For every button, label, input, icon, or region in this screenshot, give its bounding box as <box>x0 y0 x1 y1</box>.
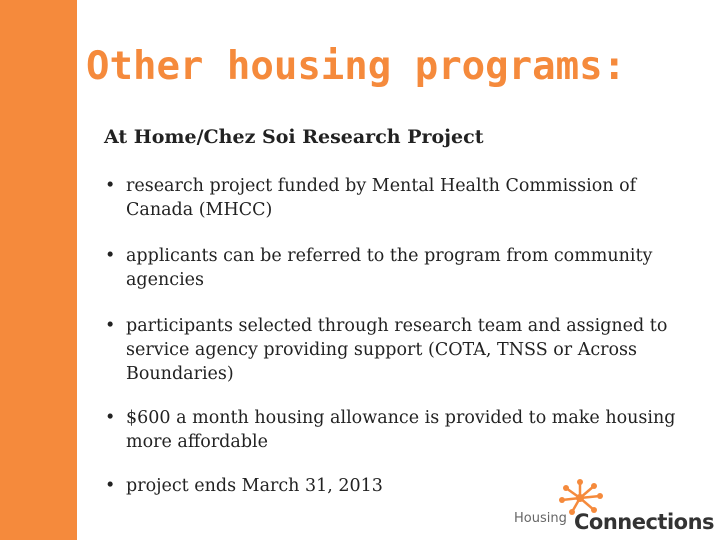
bullet-item: • $600 a month housing allowance is provided to make housing more affordable <box>104 406 694 454</box>
bullet-list <box>104 174 694 498</box>
left-accent-bar <box>0 0 77 540</box>
slide-subtitle: At Home/Chez Soi Research Project <box>104 126 484 148</box>
bullet-item: • participants selected through research team and assigned to service agency providing support (COTA, TNSS or Across Boundaries) <box>104 314 694 386</box>
logo-housing-text: Housing <box>514 511 567 526</box>
housing-connections-logo <box>508 478 720 540</box>
logo-connections-text: Connections <box>574 510 715 534</box>
bullet-item: • project ends March 31, 2013 <box>104 474 694 498</box>
bullet-item: • applicants can be referred to the program from community agencies <box>104 244 694 292</box>
bullet-item: • research project funded by Mental Health Commission of Canada (MHCC) <box>104 174 694 222</box>
slide-title: Other housing programs: <box>86 44 627 89</box>
